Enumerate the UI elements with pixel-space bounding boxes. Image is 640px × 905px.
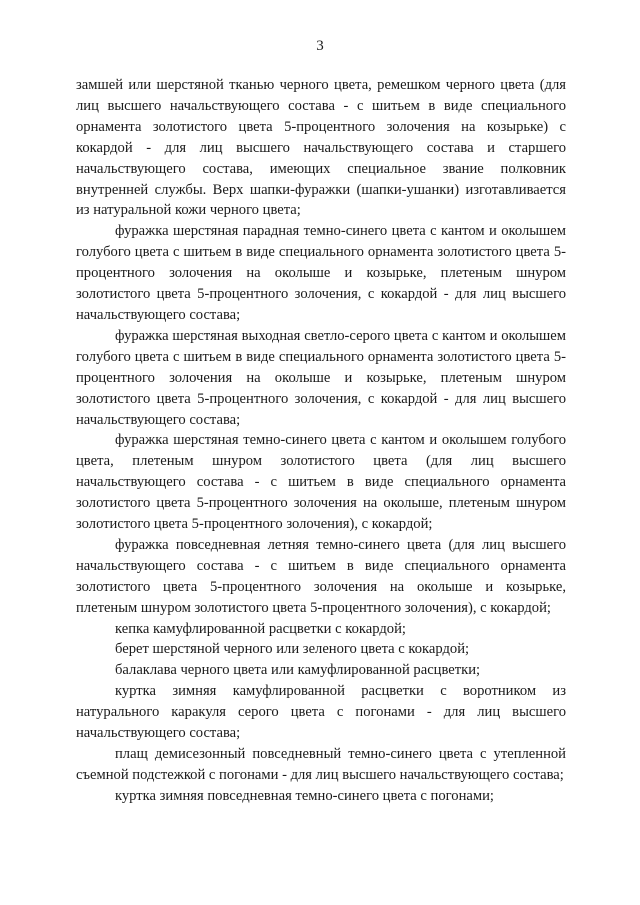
- paragraph-camo-cap: кепка камуфлированной расцветки с кокардой;: [115, 620, 406, 637]
- page-number: 3: [316, 38, 324, 54]
- paragraph-walkout-cap: фуражка шерстяная выходная светло-серого цвета с кантом и околышем голубого цвета с шитьем в виде специального орнамента золотистого цвета 5-процентного золочения на околыше и козырьке, плетеным шнуром золотистого цвета 5-процентного золочения, с кокардой - для лиц высшего начальствующего состава;: [76, 327, 566, 428]
- paragraph-raincoat: плащ демисезонный повседневный темно-синего цвета с утепленной съемной подстежкой с погонами - для лиц высшего начальствующего состава;: [76, 746, 566, 783]
- paragraph-continuation: замшей или шерстяной тканью черного цвета, ремешком черного цвета (для лиц высшего начальствующего состава - с шитьем в виде специального орнамента золотистого цвета 5-процентного золочения на козырьке) с кокардой - для лиц высшего начальствующего состава и старшего начальствующего состава, имеющих специальное звание полковник внутренней службы. Верх шапки-фуражки (шапки-ушанки) изготавливается из натуральной кожи черного цвета;: [76, 77, 566, 219]
- paragraph-summer-cap: фуражка повседневная летняя темно-синего цвета (для лиц высшего начальствующего состава - с шитьем в виде специального орнамента золотистого цвета 5-процентного золочения на околыше и козырьке, плетеным шнуром золотистого цвета 5-процентного золочения), с кокардой;: [76, 536, 566, 616]
- paragraph-winter-jacket: куртка зимняя повседневная темно-синего цвета с погонами;: [115, 787, 494, 804]
- paragraph-wool-cap: фуражка шерстяная темно-синего цвета с кантом и околышем голубого цвета, плетеным шнуром золотистого цвета (для лиц высшего начальствующего состава - с шитьем в виде специального орнамента золотистого цвета 5-процентного золочения на околыше, плетеным шнуром золотистого цвета 5-процентного золочения), с кокардой;: [76, 432, 566, 533]
- paragraph-balaclava: балаклава черного цвета или камуфлированной расцветки;: [115, 662, 481, 679]
- paragraph-beret: берет шерстяной черного или зеленого цвета с кокардой;: [115, 641, 470, 658]
- paragraph-winter-jacket-camo: куртка зимняя камуфлированной расцветки с воротником из натурального каракуля серого цвета с погонами - для лиц высшего начальствующего состава;: [76, 683, 566, 742]
- body-text: [76, 75, 566, 807]
- paragraph-parade-cap: фуражка шерстяная парадная темно-синего цвета с кантом и околышем голубого цвета с шитьем в виде специального орнамента золотистого цвета 5-процентного золочения на околыше и козырьке, плетеным шнуром золотистого цвета 5-процентного золочения, с кокардой - для лиц высшего начальствующего состава;: [76, 223, 566, 323]
